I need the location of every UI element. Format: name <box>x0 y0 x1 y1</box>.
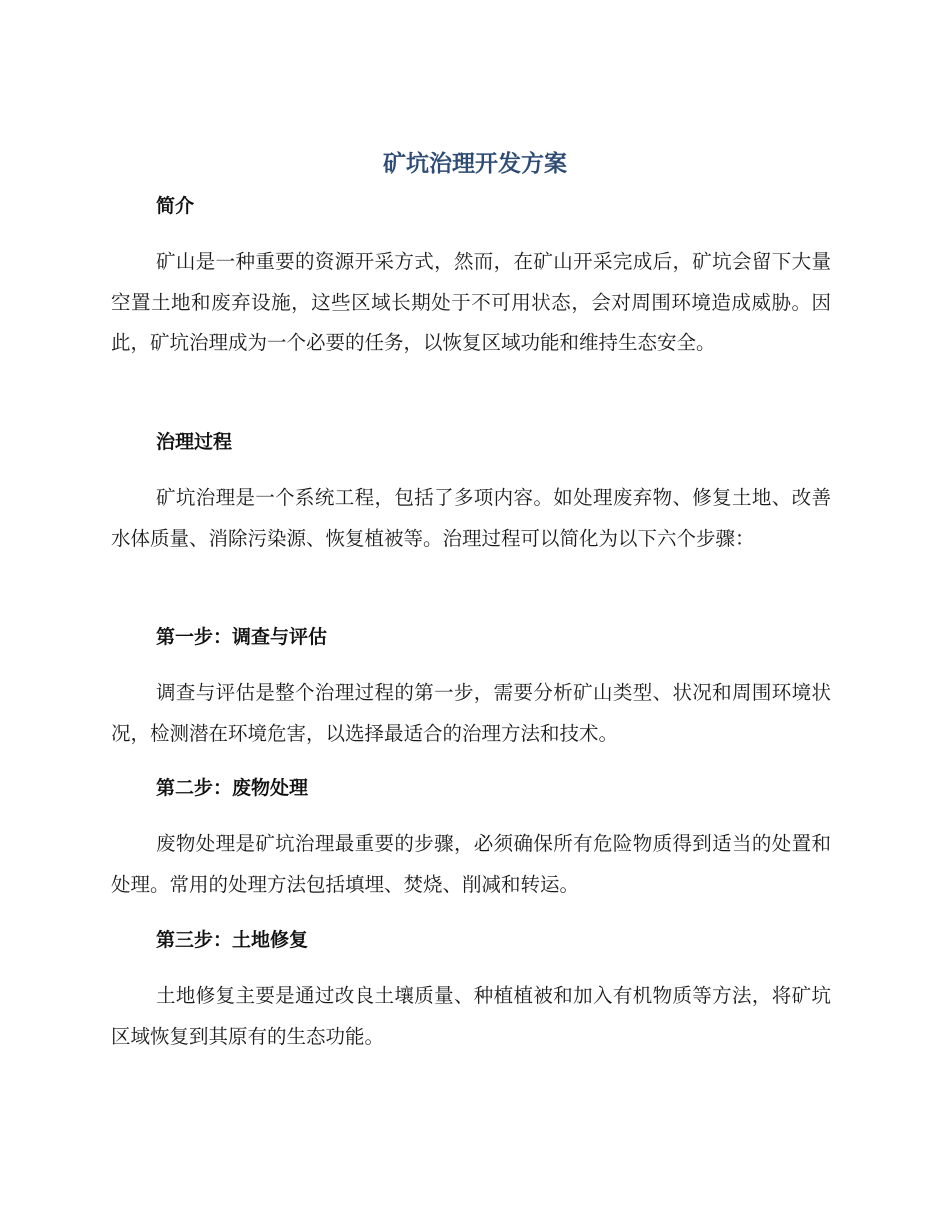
document-title: 矿坑治理开发方案 <box>383 151 567 177</box>
section-heading-intro: 简介 <box>156 195 195 217</box>
section-heading-step-3: 第三步：土地修复 <box>156 929 309 951</box>
section-text-step-3: 土地修复主要是通过改良土壤质量、种植植被和加入有机物质等方法，将矿坑区域恢复到其原有的生态功能。 <box>111 984 831 1048</box>
section-text-process: 矿坑治理是一个系统工程，包括了多项内容。如处理废弃物、修复土地、改善水体质量、消除污染源、恢复植被等。治理过程可以简化为以下六个步骤： <box>111 486 831 550</box>
section-heading-process: 治理过程 <box>156 431 233 453</box>
section-heading-step-1: 第一步：调查与评估 <box>156 626 328 648</box>
section-heading-step-2: 第二步：废物处理 <box>156 777 309 799</box>
section-text-step-1: 调查与评估是整个治理过程的第一步，需要分析矿山类型、状况和周围环境状况，检测潜在环境危害，以选择最适合的治理方法和技术。 <box>111 681 831 745</box>
section-text-intro: 矿山是一种重要的资源开采方式，然而，在矿山开采完成后，矿坑会留下大量空置土地和废弃设施，这些区域长期处于不可用状态，会对周围环境造成威胁。因此，矿坑治理成为一个必要的任务，以恢复区域功能和维持生态安全。 <box>111 250 831 354</box>
section-text-step-2: 废物处理是矿坑治理最重要的步骤，必须确保所有危险物质得到适当的处置和处理。常用的处理方法包括填埋、焚烧、削减和转运。 <box>111 832 831 896</box>
